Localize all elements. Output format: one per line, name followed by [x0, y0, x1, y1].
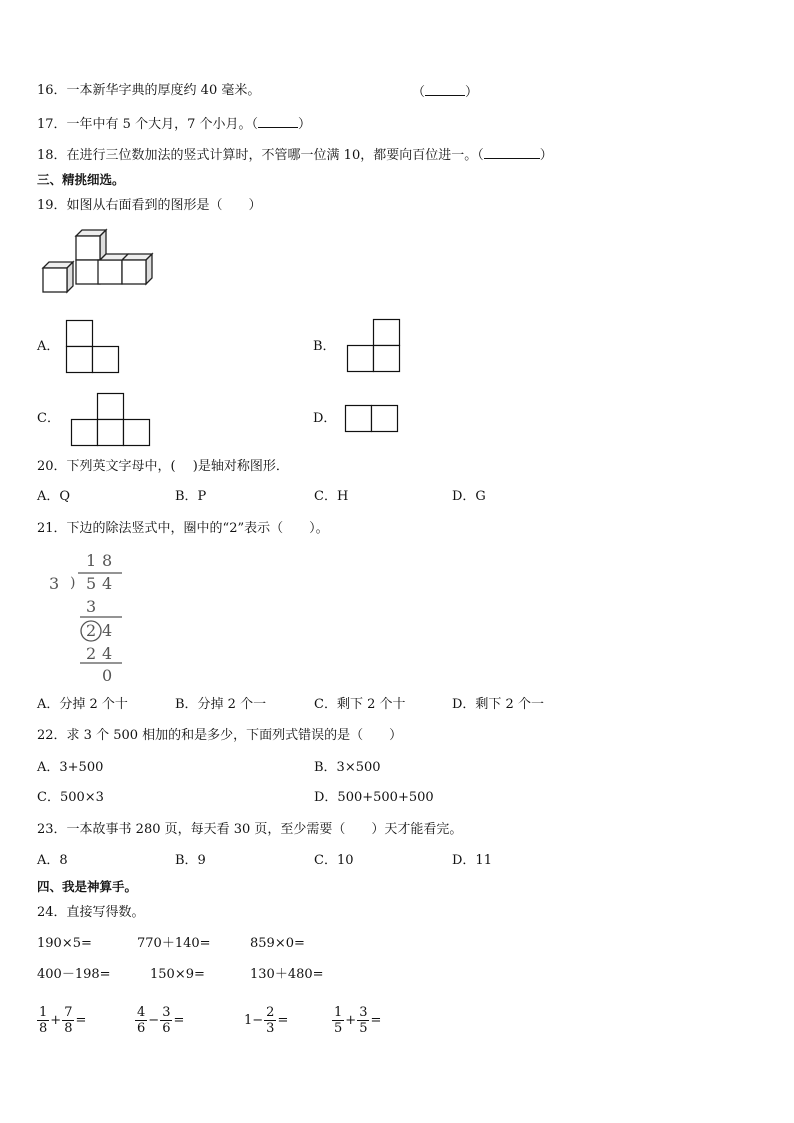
fraction: $\frac{3}{6}$ — [162, 1005, 171, 1036]
answer-blank[interactable] — [258, 114, 298, 128]
q21-option-d[interactable]: D．剩下 2 个一 — [452, 697, 544, 712]
q20-option-d[interactable]: D．G — [452, 489, 486, 504]
q20-option-a[interactable]: A．Q — [37, 489, 71, 504]
remainder-next-digit: 4 — [102, 621, 113, 640]
quotient-ones: 8 — [102, 551, 113, 570]
q23-option-a[interactable]: A．8 — [37, 853, 68, 868]
fraction: $\frac{3}{5}$ — [359, 1005, 368, 1036]
fraction-expression: $\frac{4}{6}$ − $\frac{3}{6}$ = — [137, 1005, 185, 1036]
question-18: 18．在进行三位数加法的竖式计算时，不管哪一位满 10，都要向百位进一。（ ） — [37, 145, 553, 165]
fraction: $\frac{4}{6}$ — [137, 1005, 146, 1036]
subtract-2-tens: 2 — [86, 644, 97, 663]
subtract-1: 3 — [86, 597, 97, 616]
q21-option-b[interactable]: B．分掉 2 个一 — [175, 697, 267, 712]
option-c-shape[interactable] — [71, 393, 151, 447]
q22-option-d[interactable]: D．500+500+500 — [314, 790, 434, 805]
q22-option-c[interactable]: C．500×3 — [37, 790, 104, 805]
q21-option-a[interactable]: A．分掉 2 个十 — [37, 697, 128, 712]
fraction: $\frac{1}{8}$ — [39, 1005, 48, 1036]
q20-option-c[interactable]: C．H — [314, 489, 349, 504]
question-17-text: 17．一年中有 5 个大月，7 个小月。（ — [37, 117, 258, 132]
calc-item: 400－198= — [37, 967, 111, 982]
option-a-shape[interactable] — [66, 320, 120, 374]
question-22-text: 22．求 3 个 500 相加的和是多少，下面列式错误的是（ ） — [37, 728, 403, 743]
question-18-text: 18．在进行三位数加法的竖式计算时，不管哪一位满 10，都要向百位进一。（ — [37, 148, 484, 163]
final-remainder: 0 — [102, 666, 113, 685]
question-21-text: 21．下边的除法竖式中，圈中的“2”表示（ ）。 — [37, 521, 329, 536]
q23-option-d[interactable]: D．11 — [452, 853, 492, 868]
cube-stack-figure — [40, 228, 155, 294]
subtract-2-ones: 4 — [102, 644, 113, 663]
q20-option-b[interactable]: B．P — [175, 489, 207, 504]
section-heading-3: 三、精挑细选。 — [37, 172, 125, 187]
remainder-circled-digit: 2 — [86, 621, 97, 640]
divisor: 3 — [49, 574, 60, 593]
question-16 — [37, 82, 260, 100]
section-heading-4: 四、我是神算手。 — [37, 879, 138, 894]
option-a-label[interactable]: A． — [37, 339, 60, 354]
calc-item: 190×5= — [37, 936, 92, 951]
fraction-expression: 1− $\frac{2}{3}$ = — [244, 1005, 289, 1036]
option-b-shape[interactable] — [347, 319, 401, 373]
option-d-label[interactable]: D． — [313, 411, 337, 426]
division-lines — [40, 548, 150, 688]
fraction-expression: $\frac{1}{5}$ + $\frac{3}{5}$ = — [334, 1005, 382, 1036]
question-16-text: 16．一本新华字典的厚度约 40 毫米。 — [37, 83, 261, 98]
option-b-label[interactable]: B． — [313, 339, 336, 354]
option-c-label[interactable]: C． — [37, 411, 60, 426]
q23-option-b[interactable]: B．9 — [175, 853, 206, 868]
question-16-answer-paren: （ ） — [412, 82, 478, 102]
question-17: 17．一年中有 5 个大月，7 个小月。（ ） — [37, 114, 311, 134]
fraction-expression: $\frac{1}{8}$ + $\frac{7}{8}$ = — [39, 1005, 87, 1036]
answer-blank[interactable] — [484, 145, 540, 159]
long-division-figure — [40, 548, 150, 688]
question-19-text: 19．如图从右面看到的图形是（ ） — [37, 198, 262, 213]
dividend-tens: 5 — [86, 574, 97, 593]
q21-option-c[interactable]: C．剩下 2 个十 — [314, 697, 406, 712]
question-24-text: 24．直接写得数。 — [37, 905, 145, 920]
question-23-text: 23．一本故事书 280 页，每天看 30 页，至少需要（ ）天才能看完。 — [37, 822, 463, 837]
fraction: $\frac{1}{5}$ — [334, 1005, 343, 1036]
option-d-shape[interactable] — [345, 405, 399, 433]
calc-item: 770＋140= — [137, 936, 211, 951]
quotient-tens: 1 — [86, 551, 97, 570]
q22-option-a[interactable]: A．3+500 — [37, 760, 104, 775]
question-20-text: 20．下列英文字母中，( )是轴对称图形． — [37, 459, 289, 474]
fraction: $\frac{2}{3}$ — [266, 1005, 275, 1036]
q23-option-c[interactable]: C．10 — [314, 853, 354, 868]
calc-item: 130＋480= — [250, 967, 324, 982]
calc-item: 150×9= — [150, 967, 205, 982]
answer-blank[interactable] — [425, 82, 465, 96]
division-bracket: ) — [70, 575, 76, 591]
fraction: $\frac{7}{8}$ — [64, 1005, 73, 1036]
q22-option-b[interactable]: B．3×500 — [314, 760, 381, 775]
dividend-ones: 4 — [102, 574, 113, 593]
calc-item: 859×0= — [250, 936, 305, 951]
